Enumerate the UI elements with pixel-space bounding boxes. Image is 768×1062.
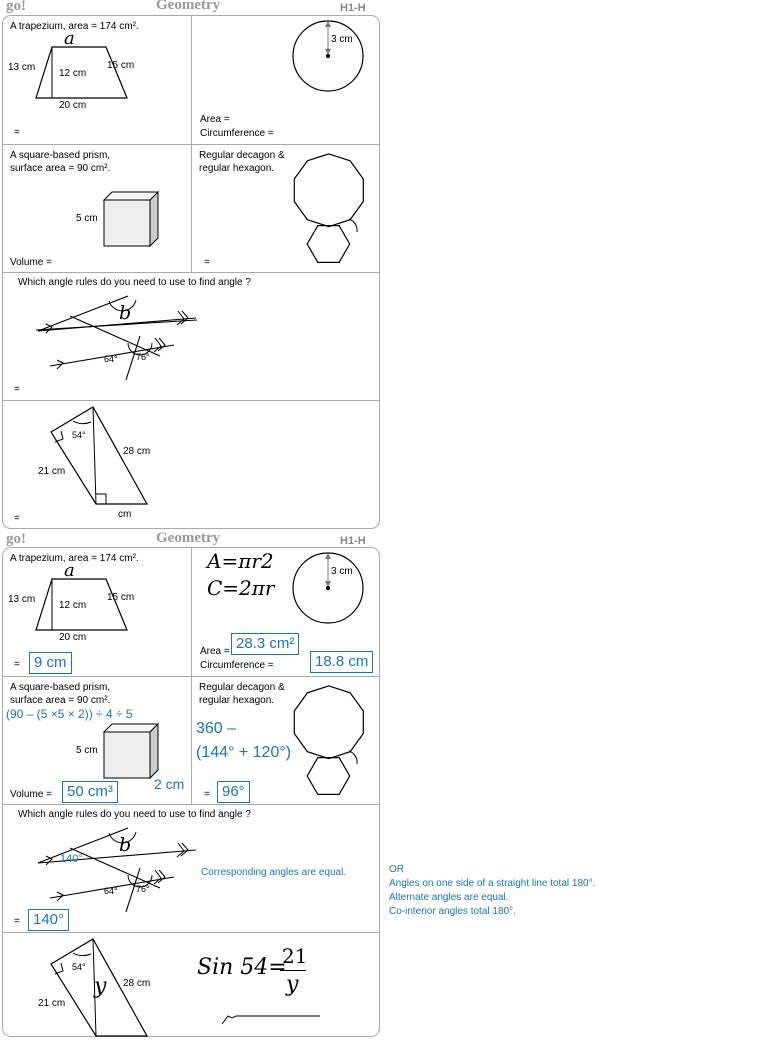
q3-title-line2: surface area = 90 cm². <box>10 163 111 174</box>
area-label: Area = <box>200 646 230 657</box>
q5-question: Which angle rules do you need to use to find angle ? <box>18 809 251 820</box>
sheet-code: H1-H <box>340 2 366 14</box>
var-b: b <box>119 834 132 856</box>
angle1-label: 64° <box>104 886 118 896</box>
working: (90 – (5 ×5 × 2)) ÷ 4 ÷ 5 <box>6 707 133 721</box>
left-side-label: 13 cm <box>8 594 36 605</box>
base-label: 20 cm <box>59 100 87 111</box>
working-line1: 360 – <box>196 720 237 737</box>
var-b: b <box>119 302 132 324</box>
q4-title-line2: regular hexagon. <box>199 163 275 174</box>
var-a: a <box>64 560 75 581</box>
equals: = <box>204 257 210 268</box>
equals: = <box>14 916 20 927</box>
base-label: 20 cm <box>59 632 87 643</box>
volume-answer-box: 50 cm³ <box>62 781 118 803</box>
q4-title-line2: regular hexagon. <box>199 695 275 706</box>
equals: = <box>14 513 20 524</box>
angle2-label: 76° <box>136 352 150 362</box>
q3-title-line1: A square-based prism, <box>10 682 111 693</box>
height-label: 12 cm <box>59 600 87 611</box>
sheet-title: Geometry <box>156 0 221 13</box>
angle-rule: Corresponding angles are equal. <box>201 867 347 878</box>
circumference-label: Circumference = <box>200 660 274 671</box>
right-side-label: 15 cm <box>107 592 135 603</box>
equals: = <box>14 659 20 670</box>
left-side-label: 13 cm <box>8 62 36 73</box>
note-line1: Angles on one side of a straight line total 180°. <box>389 878 596 889</box>
answer-box: 9 cm <box>29 652 72 674</box>
var-y: y <box>94 974 107 999</box>
area-label: Area = <box>200 114 230 125</box>
volume-label: Volume = <box>10 257 52 268</box>
radius-label: 3 cm <box>331 566 353 577</box>
formula-area: A=πr2 <box>207 549 274 573</box>
q1-title: A trapezium, area = 174 cm². <box>10 21 139 32</box>
sheet-code: H1-H <box>340 535 366 547</box>
go-label: go! <box>6 0 26 14</box>
angle2-label: 76° <box>136 884 150 894</box>
circumference-answer-box: 18.8 cm <box>310 651 373 673</box>
equals: = <box>204 789 210 800</box>
height-label: 5 cm <box>76 213 98 224</box>
q1-title: A trapezium, area = 174 cm². <box>10 553 139 564</box>
note-or: OR <box>389 864 404 875</box>
angle-label: 54° <box>72 962 86 972</box>
side-length: 2 cm <box>154 776 185 792</box>
q4-title-line1: Regular decagon & <box>199 682 285 693</box>
note-line3: Co-interior angles total 180°. <box>389 906 516 917</box>
formula-numerator: 21 <box>282 944 308 968</box>
height-label: 12 cm <box>59 68 87 79</box>
answer-box: 140° <box>28 909 69 931</box>
unit-label: cm <box>118 509 132 520</box>
hyp-label: 28 cm <box>123 446 151 457</box>
circumference-label: Circumference = <box>200 128 274 139</box>
marked-angle: 140° <box>60 853 83 865</box>
formula-denominator: y <box>286 972 299 997</box>
q4-title-line1: Regular decagon & <box>199 150 285 161</box>
var-a: a <box>64 28 75 49</box>
equals: = <box>14 127 20 138</box>
side-label: 21 cm <box>38 998 66 1009</box>
angle-label: 54° <box>72 430 86 440</box>
note-line2: Alternate angles are equal. <box>389 892 509 903</box>
formula-circumference: C=2πr <box>207 576 275 600</box>
go-label: go! <box>6 531 26 547</box>
q3-title-line1: A square-based prism, <box>10 150 111 161</box>
side-label: 21 cm <box>38 466 66 477</box>
q5-question: Which angle rules do you need to use to find angle ? <box>18 277 251 288</box>
angle1-label: 64° <box>104 354 118 364</box>
equals: = <box>14 384 20 395</box>
q3-title-line2: surface area = 90 cm². <box>10 695 111 706</box>
radius-label: 3 cm <box>331 34 353 45</box>
height-label: 5 cm <box>76 745 98 756</box>
working-line2: (144° + 120°) <box>196 744 292 761</box>
formula-left: Sin 54= <box>197 955 287 980</box>
right-side-label: 15 cm <box>107 60 135 71</box>
area-answer-box: 28.3 cm² <box>231 633 299 655</box>
hyp-label: 28 cm <box>123 978 151 989</box>
volume-label: Volume = <box>10 789 52 800</box>
sheet-title: Geometry <box>156 530 221 546</box>
answer-box: 96° <box>217 781 250 803</box>
sqrt-sign <box>0 0 380 1024</box>
